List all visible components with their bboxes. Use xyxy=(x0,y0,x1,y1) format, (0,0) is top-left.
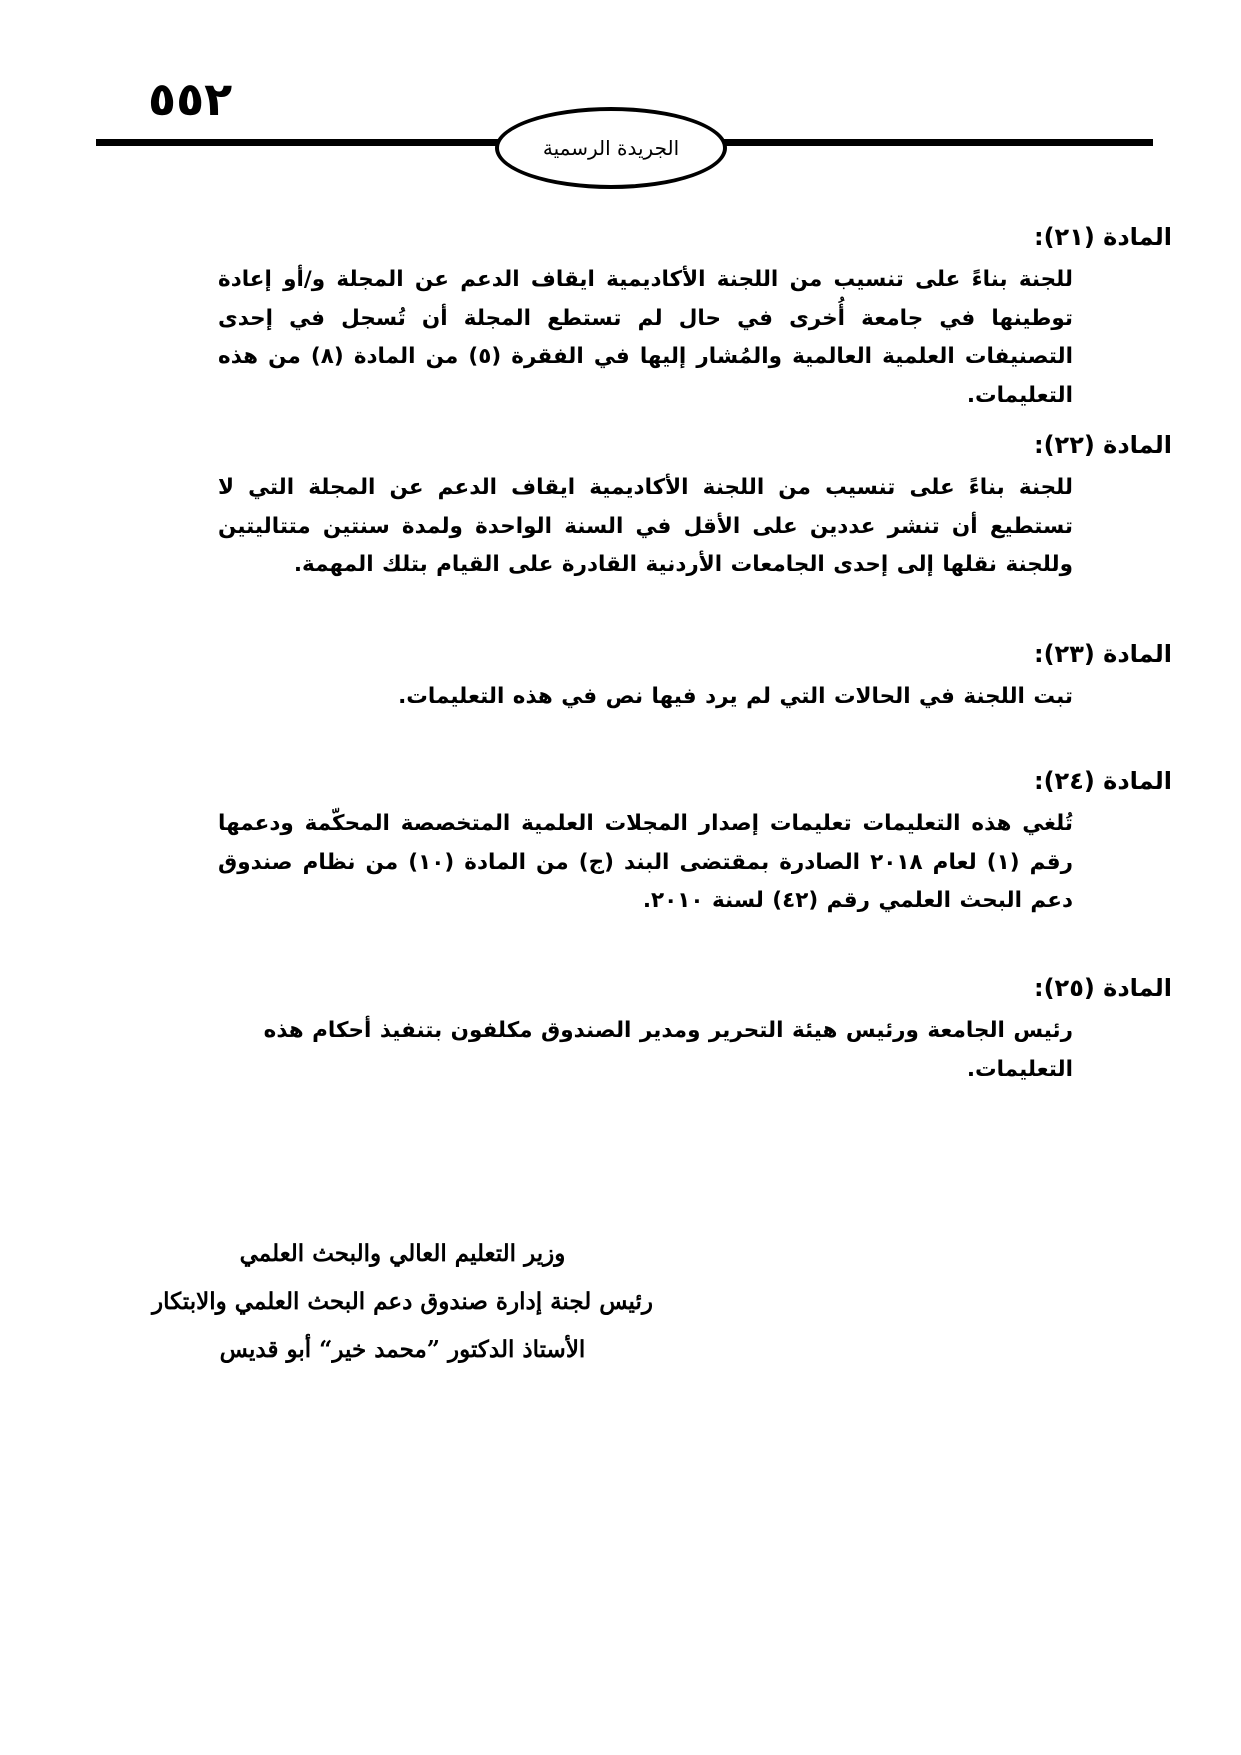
article-title: المادة (٢٣): xyxy=(1033,640,1172,668)
header-rule-right xyxy=(723,139,1153,146)
signature-name: الأستاذ الدكتور ”محمد خير“ أبو قديس xyxy=(219,1336,586,1363)
header-rule-left xyxy=(96,139,499,146)
gazette-name: الجريدة الرسمية xyxy=(542,136,680,160)
article-24 xyxy=(218,767,1172,921)
article-body: للجنة بناءً على تنسيب من اللجنة الأكاديمية ايقاف الدعم عن المجلة و/أو إعادة توطينها في جامعة أُخرى في حال لم تستطع المجلة أن تُسجل في إحدى التصنيفات العلمية العالمية والمُشار إليها في الفقرة (٥) من المادة (٨) من هذه التعليمات. xyxy=(218,267,1073,408)
article-title: المادة (٢٥): xyxy=(1033,974,1172,1002)
signature-block xyxy=(130,1230,675,1374)
signature-minister-title: وزير التعليم العالي والبحث العلمي xyxy=(239,1240,566,1267)
article-21 xyxy=(218,223,1172,415)
article-22 xyxy=(218,431,1172,585)
page-number: ٥٥٢ xyxy=(148,72,233,126)
gazette-name-oval xyxy=(495,107,727,189)
article-25 xyxy=(218,974,1172,1089)
article-body: رئيس الجامعة ورئيس هيئة التحرير ومدير الصندوق مكلفون بتنفيذ أحكام هذه التعليمات. xyxy=(263,1018,1073,1082)
article-23 xyxy=(218,640,1172,717)
article-body: تُلغي هذه التعليمات تعليمات إصدار المجلات العلمية المتخصصة المحكّمة ودعمها رقم (١) لعام ٢٠١٨ الصادرة بمقتضى البند (ج) من المادة (١٠) من نظام صندوق دعم البحث العلمي رقم (٤٢) لسنة ٢٠١٠. xyxy=(218,811,1073,913)
article-title: المادة (٢٤): xyxy=(1033,767,1172,795)
signature-committee-title: رئيس لجنة إدارة صندوق دعم البحث العلمي والابتكار xyxy=(151,1288,653,1315)
article-title: المادة (٢١): xyxy=(1033,223,1172,251)
article-body: تبت اللجنة في الحالات التي لم يرد فيها نص في هذه التعليمات. xyxy=(398,684,1073,709)
article-body: للجنة بناءً على تنسيب من اللجنة الأكاديمية ايقاف الدعم عن المجلة التي لا تستطيع أن تنشر عددين على الأقل في السنة الواحدة ولمدة سنتين متتاليتين وللجنة نقلها إلى إحدى الجامعات الأردنية القادرة على القيام بتلك المهمة. xyxy=(218,475,1073,577)
article-title: المادة (٢٢): xyxy=(1033,431,1172,459)
